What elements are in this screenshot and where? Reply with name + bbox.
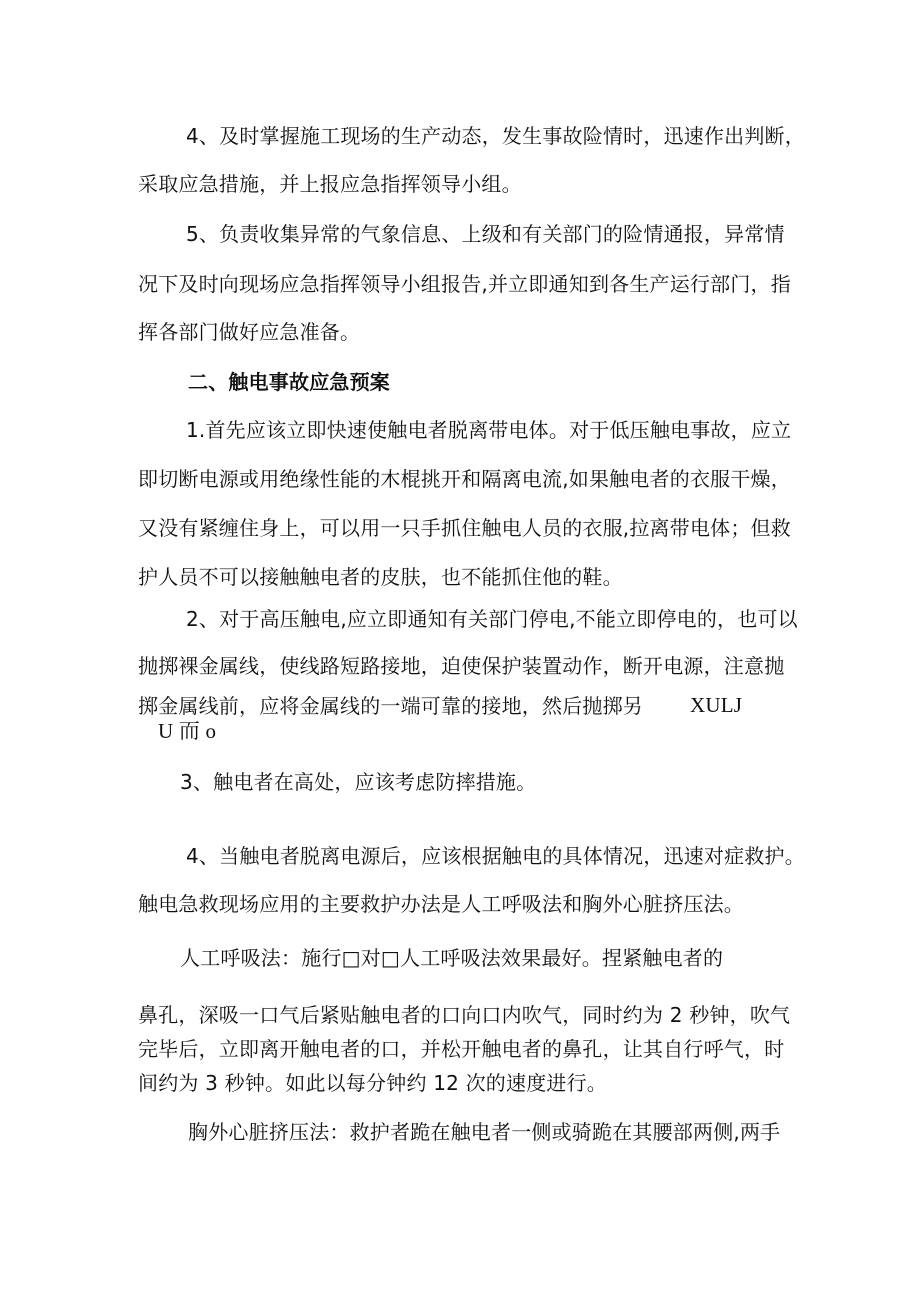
para-2-line-1: 2、对于高压触电,应立即通知有关部门停电,不能立即停电的，也可以	[186, 607, 798, 631]
para-5-line-1: 5、负责收集异常的气象信息、上级和有关部门的险情通报，异常情	[186, 222, 785, 246]
para-2-line-3: 掷金属线前，应将金属线的一端可靠的接地，然后抛掷另	[138, 694, 643, 718]
para-4b-line-2: 触电急救现场应用的主要救护办法是人工呼吸法和胸外心脏挤压法。	[138, 892, 744, 916]
garbled-text-2: U 而 o	[158, 719, 217, 743]
para-1-line-1: 1.首先应该立即快速使触电者脱离带电体。对于低压触电事故，应立	[186, 418, 792, 442]
para-1-line-2: 即切断电源或用绝缘性能的木棍挑开和隔离电流,如果触电者的衣服干燥，	[138, 467, 791, 491]
section-heading: 二、触电事故应急预案	[188, 370, 390, 394]
para-1-line-4: 护人员不可以接触触电者的皮肤，也不能抓住他的鞋。	[138, 565, 623, 589]
para-5-line-3: 挥各部门做好应急准备。	[138, 320, 361, 344]
respiration-line-2: 鼻孔，深吸一口气后紧贴触电者的口向口内吹气，同时约为 2 秒钟，吹气	[138, 1003, 791, 1027]
respiration-line-4: 间约为 3 秒钟。如此以每分钟约 12 次的速度进行。	[138, 1071, 608, 1095]
para-4b-line-1: 4、当触电者脱离电源后，应该根据触电的具体情况，迅速对症救护。	[186, 844, 805, 868]
para-4-line-1: 4、及时掌握施工现场的生产动态，发生事故险情时，迅速作出判断，	[186, 124, 805, 148]
para-3: 3、触电者在高处，应该考虑防摔措施。	[180, 770, 537, 794]
para-5-line-2: 况下及时向现场应急指挥领导小组报告,并立即通知到各生产运行部门，指	[138, 272, 791, 296]
para-2-line-2: 抛掷裸金属线，使线路短路接地，迫使保护装置动作，断开电源，注意抛	[138, 654, 785, 678]
para-4-line-2: 采取应急措施，并上报应急指挥领导小组。	[138, 172, 522, 196]
garbled-text-1: XULJ	[690, 693, 743, 717]
respiration-line-3: 完毕后，立即离开触电者的口，并松开触电者的鼻孔，让其自行呼气，时	[138, 1037, 785, 1061]
chest-compression-line-1: 胸外心脏挤压法：救护者跪在触电者一侧或骑跪在其腰部两侧,两手	[188, 1120, 781, 1144]
para-1-line-3: 又没有紧缠住身上，可以用一只手抓住触电人员的衣服,拉离带电体；但救	[138, 516, 791, 540]
respiration-line-1: 人工呼吸法：施行□对□人工呼吸法效果最好。捏紧触电者的	[180, 946, 724, 970]
